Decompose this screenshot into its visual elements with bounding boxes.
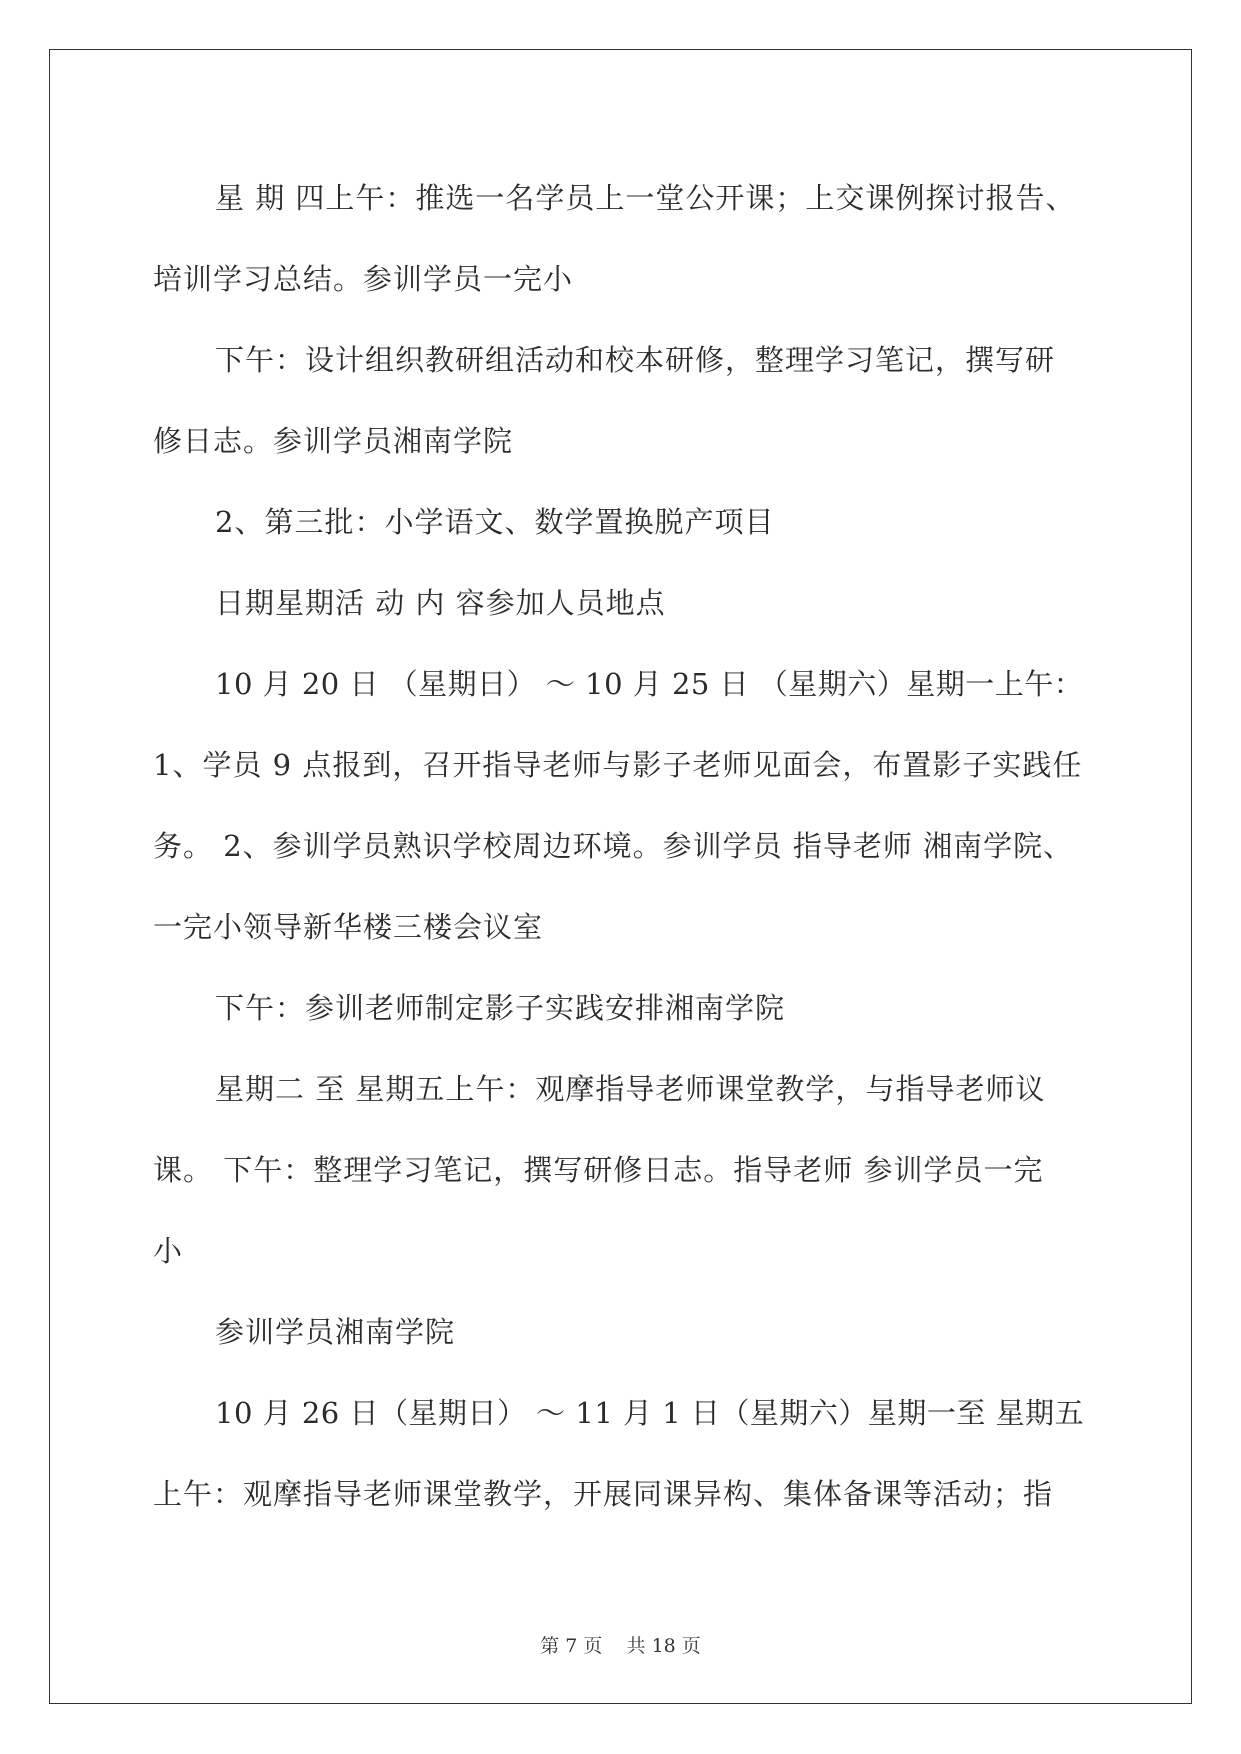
text-line: 星 期 四上午：推选一名学员上一堂公开课；上交课例探讨报告、 xyxy=(215,181,1076,215)
text-line: 上午：观摩指导老师课堂教学，开展同课异构、集体备课等活动；指 xyxy=(153,1477,1054,1511)
text-line: 10 月 26 日（星期日） ～ 11 月 1 日（星期六）星期一至 星期五 xyxy=(215,1396,1085,1430)
text-line: 1、学员 9 点报到，召开指导老师与影子老师见面会，布置影子实践任 xyxy=(153,748,1083,782)
text-line: 参训学员湘南学院 xyxy=(215,1315,456,1349)
text-line: 日期星期活 动 内 容参加人员地点 xyxy=(215,586,666,620)
text-line: 小 xyxy=(153,1234,184,1268)
page-number: 第 7 页 共 18 页 xyxy=(540,1635,701,1657)
text-line: 下午：设计组织教研组活动和校本研修，整理学习笔记，撰写研 xyxy=(215,343,1056,377)
text-line: 10 月 20 日 （星期日） ～ 10 月 25 日 （星期六）星期一上午： xyxy=(215,667,1084,701)
text-line: 修日志。参训学员湘南学院 xyxy=(153,424,514,458)
text-line: 一完小领导新华楼三楼会议室 xyxy=(153,910,544,944)
text-line: 2、第三批：小学语文、数学置换脱产项目 xyxy=(215,505,775,539)
text-line: 务。 2、参训学员熟识学校周边环境。参训学员 指导老师 湘南学院、 xyxy=(153,829,1074,863)
text-line: 培训学习总结。参训学员一完小 xyxy=(153,262,574,296)
text-line: 下午：参训老师制定影子实践安排湘南学院 xyxy=(215,991,786,1025)
page-footer xyxy=(0,1631,1241,1658)
text-line: 课。 下午：整理学习笔记，撰写研修日志。指导老师 参训学员一完 xyxy=(153,1153,1044,1187)
document-body xyxy=(153,158,1091,1535)
text-line: 星期二 至 星期五上午：观摩指导老师课堂教学，与指导老师议 xyxy=(215,1072,1046,1106)
